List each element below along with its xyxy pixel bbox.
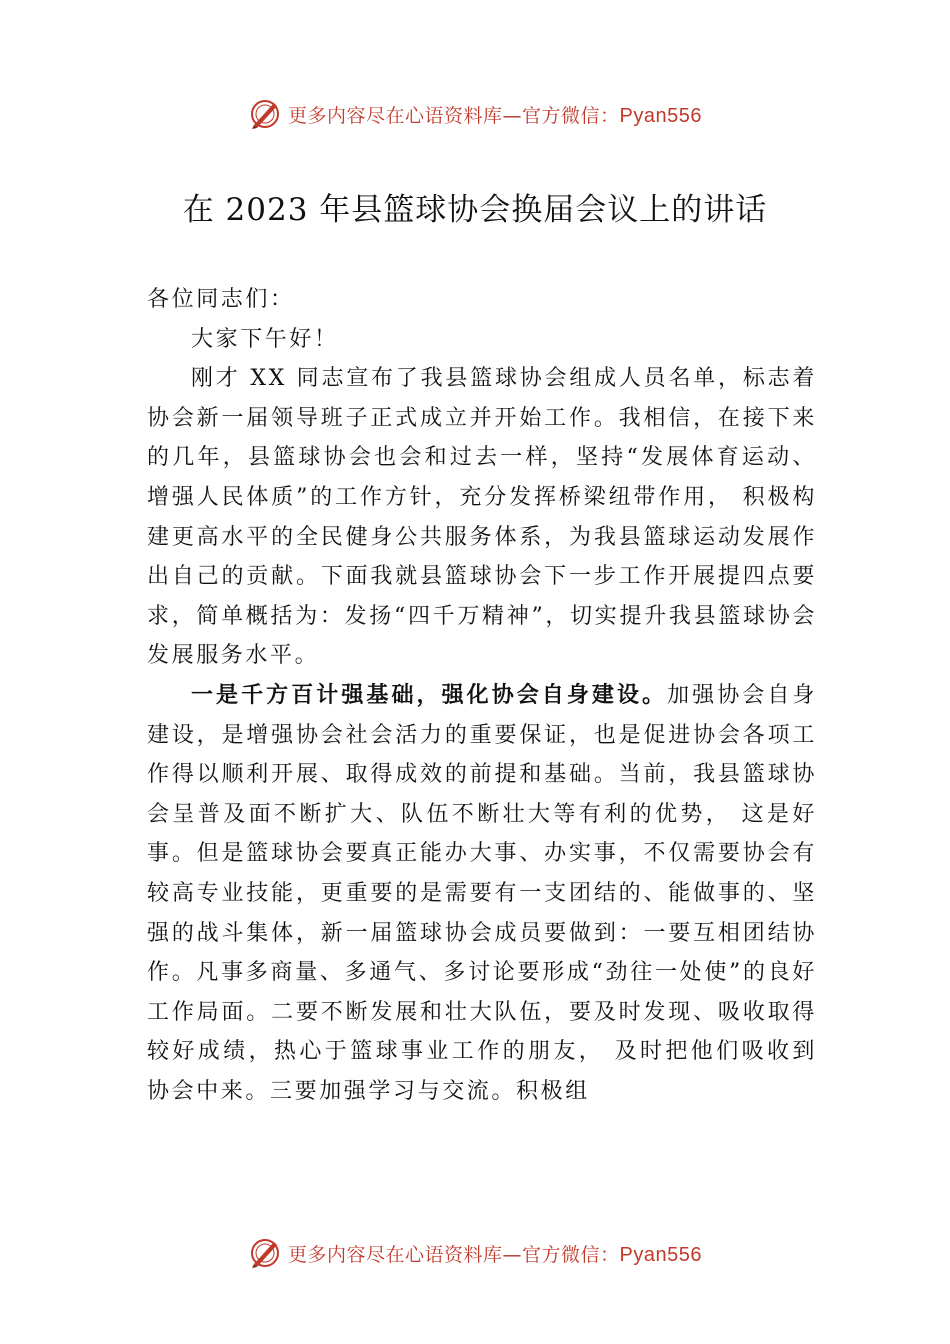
pen-circle-logo-icon — [248, 97, 282, 131]
salutation: 各位同志们： — [147, 287, 295, 312]
document-title: 在 2023 年县篮球协会换届会议上的讲话 — [182, 192, 768, 228]
footer-watermark — [0, 1233, 950, 1273]
greeting: 大家下午好！ — [191, 326, 339, 352]
watermark-text: 更多内容尽在心语资料库—官方微信：Pyan556 — [288, 104, 702, 127]
pen-circle-logo-icon — [248, 1236, 282, 1270]
point-one-heading: 一是千方百计强基础，强化协会自身建设。 — [191, 681, 668, 708]
intro-paragraph: 刚才 XX 同志宣布了我县篮球协会组成人员名单，标志着协会新一届领导班子正式成立并开始工作。我相信，在接下来的几年，县篮球协会也会和过去一样，坚持“发展体育运动、增强人民体质”的工作方针，充分发挥桥梁纽带作用， 积极构建更高水平的全民健身公共服务体系，为我县篮球运动发展作出自己的贡献。下面我就县篮球协会下一步工作开展提四点要求，简单概括为：发扬“四千万精神”，切实提升我县篮球协会发展服务水平。 — [147, 366, 817, 669]
watermark-text: 更多内容尽在心语资料库—官方微信：Pyan556 — [288, 1243, 702, 1266]
point-one-body: 加强协会自身建设，是增强协会社会活力的重要保证，也是促进协会各项工作得以顺利开展、取得成效的前提和基础。当前，我县篮球协会呈普及面不断扩大、队伍不断壮大等有利的优势， 这是好事。但是篮球协会要真正能办大事、办实事，不仅需要协会有较高专业技能，更重要的是需要有一支团结的、能做事的、坚强的战斗集体，新一届篮球协会成员要做到：一要互相团结协作。凡事多商量、多通气、多讨论要形成“劲往一处使”的良好工作局面。二要不断发展和壮大队伍，要及时发现、吸收取得较好成绩，热心于篮球事业工作的朋友， 及时把他们吸收到协会中来。三要加强学习与交流。积极组 — [147, 682, 817, 1104]
header-watermark — [0, 94, 950, 134]
document-body — [147, 280, 817, 1111]
point-one-paragraph — [147, 676, 817, 1112]
